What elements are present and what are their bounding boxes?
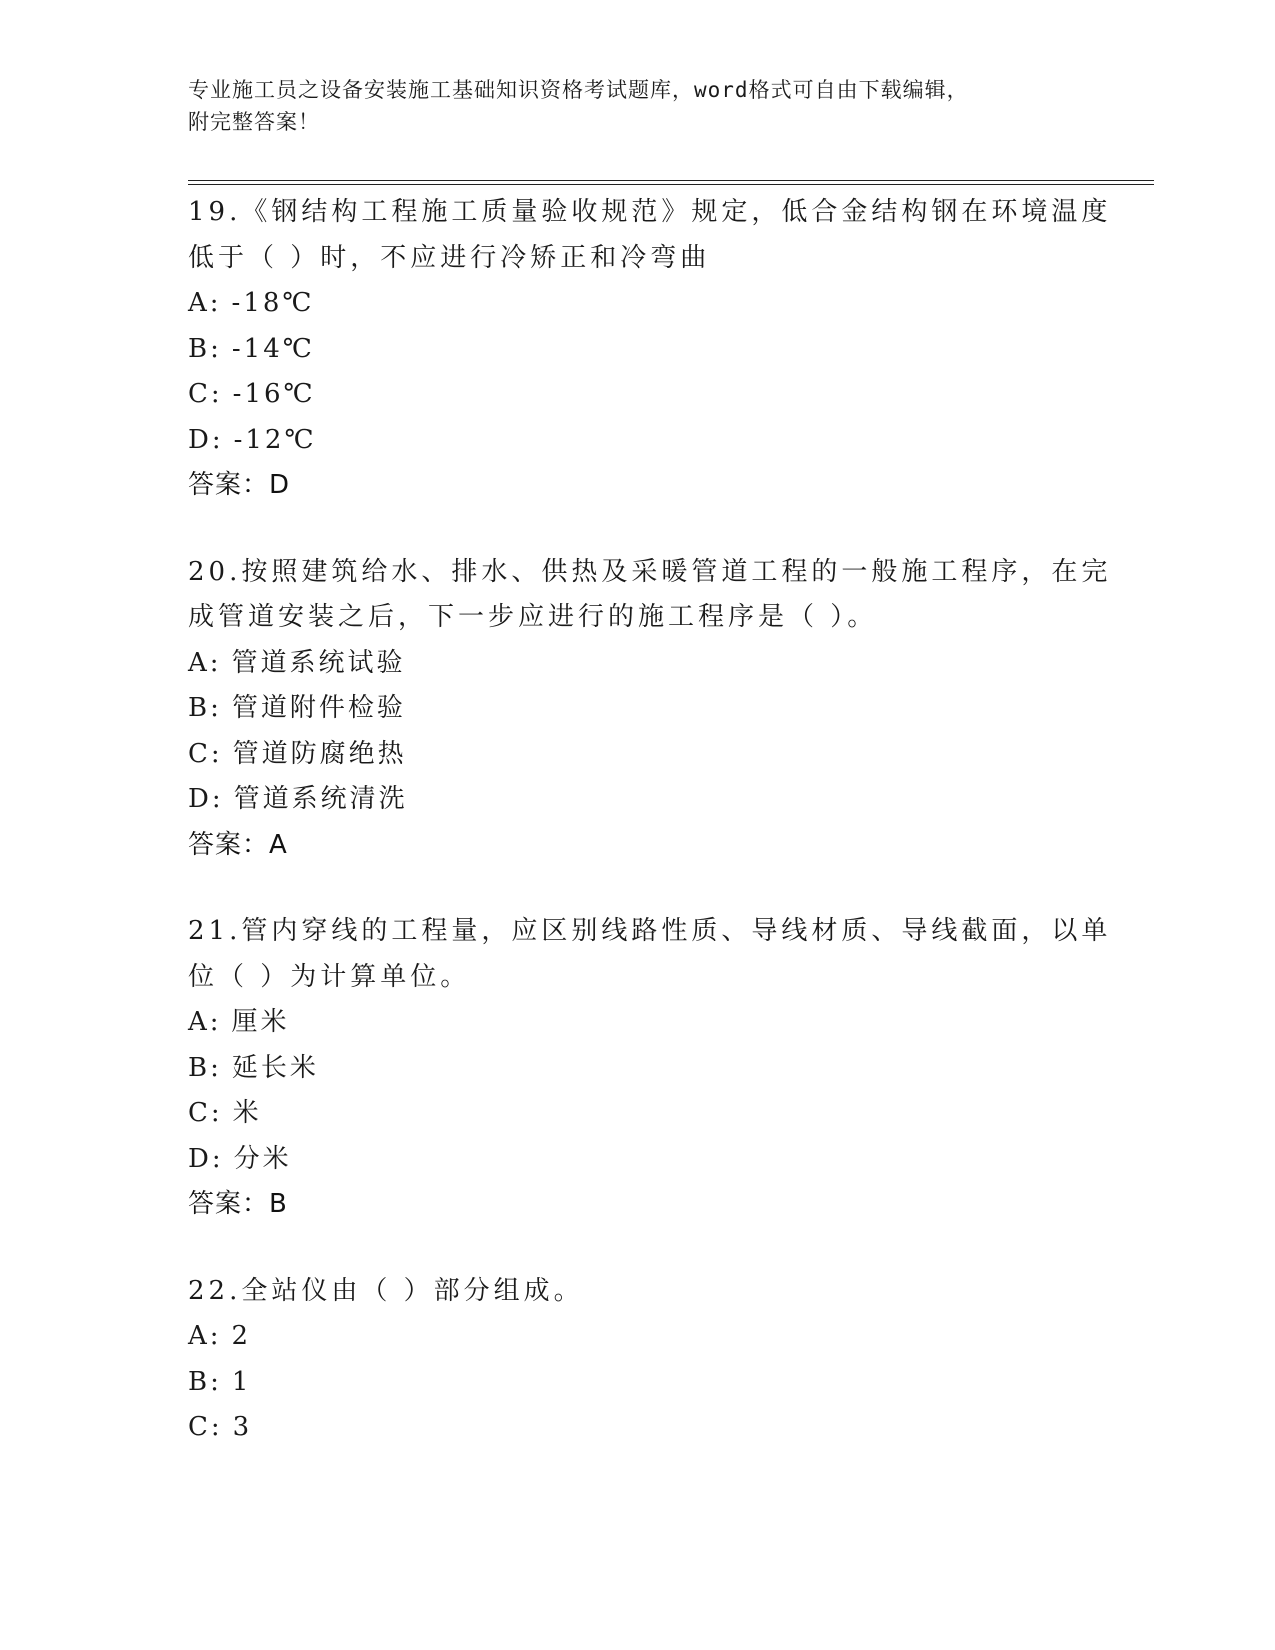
option-key: B: — [188, 1366, 222, 1397]
option-b — [188, 327, 1088, 373]
option-key: D: — [188, 424, 224, 455]
question-22 — [188, 1269, 1088, 1451]
option-c — [188, 1091, 1088, 1137]
question-stem-line: 22.全站仪由（ ）部分组成。 — [188, 1275, 584, 1306]
option-d — [188, 418, 1088, 464]
header-divider — [188, 180, 1154, 185]
option-key: C: — [188, 738, 223, 769]
option-a — [188, 641, 1088, 687]
answer-line: 答案：D — [188, 470, 291, 500]
question-stem-line: 19.《钢结构工程施工质量验收规范》规定，低合金结构钢在环境温度 — [188, 197, 1112, 227]
option-key: D: — [188, 1143, 224, 1174]
option-text: 管道附件检验 — [231, 693, 406, 723]
option-text: 1 — [231, 1366, 252, 1397]
option-text: -16℃ — [232, 379, 316, 409]
option-key: A: — [188, 1007, 222, 1037]
question-stem-line: 21.管内穿线的工程量，应区别线路性质、导线材质、导线截面，以单 — [188, 916, 1112, 946]
option-key: B: — [188, 1052, 222, 1083]
option-key: A: — [188, 647, 222, 678]
answer-line: 答案：B — [188, 1189, 288, 1219]
option-text: 2 — [231, 1321, 252, 1351]
header-line-1: 专业施工员之设备安装施工基础知识资格考试题库，word格式可自由下载编辑， — [188, 78, 969, 102]
option-b — [188, 1360, 1088, 1406]
option-a — [188, 1314, 1088, 1360]
option-a — [188, 281, 1088, 327]
option-d — [188, 1137, 1088, 1183]
option-text: -14℃ — [231, 333, 315, 364]
option-key: A: — [188, 288, 222, 318]
option-key: D: — [188, 784, 224, 814]
question-21 — [188, 909, 1112, 1228]
option-b — [188, 686, 1088, 732]
question-stem-line: 成管道安装之后，下一步应进行的施工程序是（ ）。 — [188, 602, 878, 632]
option-b — [188, 1046, 1088, 1092]
option-c — [188, 372, 1088, 418]
option-text: -18℃ — [231, 288, 315, 318]
option-c — [188, 732, 1088, 778]
option-text: 厘米 — [231, 1007, 290, 1037]
option-text: 分米 — [233, 1143, 292, 1174]
option-text: 延长米 — [231, 1052, 319, 1083]
option-key: C: — [188, 1412, 223, 1442]
question-19 — [188, 190, 1112, 509]
option-key: A: — [188, 1321, 222, 1351]
option-a — [188, 1000, 1088, 1046]
header-line-2: 附完整答案！ — [188, 110, 320, 134]
option-text: 3 — [232, 1412, 253, 1442]
question-stem-line: 低于（ ）时，不应进行冷矫正和冷弯曲 — [188, 242, 711, 273]
option-text: 米 — [232, 1098, 262, 1128]
question-20 — [188, 550, 1112, 869]
option-text: -12℃ — [233, 424, 317, 455]
option-text: 管道防腐绝热 — [232, 738, 407, 769]
option-text: 管道系统清洗 — [233, 784, 408, 814]
option-key: B: — [188, 333, 222, 364]
answer-line: 答案：A — [188, 829, 288, 860]
question-stem-line: 位（ ）为计算单位。 — [188, 961, 471, 992]
question-stem-line: 20.按照建筑给水、排水、供热及采暖管道工程的一般施工程序，在完 — [188, 556, 1112, 587]
option-key: C: — [188, 379, 223, 409]
option-key: C: — [188, 1098, 223, 1128]
option-c — [188, 1405, 1088, 1451]
option-d — [188, 777, 1088, 823]
document-header — [188, 74, 1068, 138]
question-list — [188, 190, 1112, 1492]
option-key: B: — [188, 693, 222, 723]
option-text: 管道系统试验 — [231, 647, 406, 678]
